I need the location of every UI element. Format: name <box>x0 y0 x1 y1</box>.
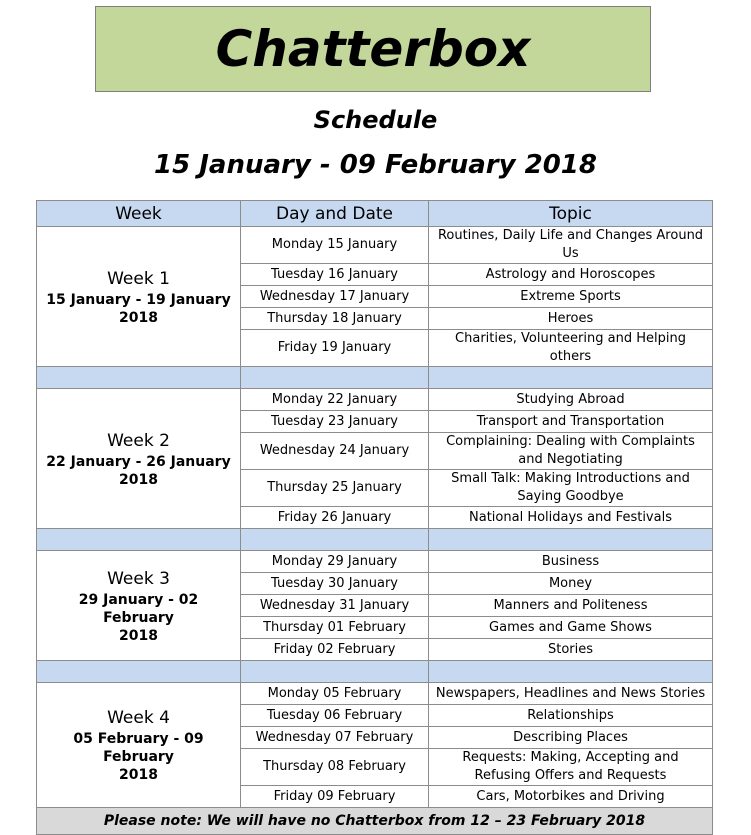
separator-cell <box>241 661 429 683</box>
separator-row <box>37 529 713 551</box>
week-range: 05 February - 09 February <box>73 731 204 765</box>
header-topic: Topic <box>429 201 713 227</box>
table-row <box>37 551 713 573</box>
day-cell: Wednesday 07 February <box>241 727 429 749</box>
separator-cell <box>241 367 429 389</box>
separator-cell <box>429 529 713 551</box>
topic-cell: Requests: Making, Accepting and Refusing Offers and Requests <box>429 749 713 786</box>
topic-cell: Stories <box>429 639 713 661</box>
day-cell: Monday 05 February <box>241 683 429 705</box>
week-cell <box>37 683 241 808</box>
topic-cell: Describing Places <box>429 727 713 749</box>
week-year: 2018 <box>119 767 158 783</box>
day-cell: Wednesday 31 January <box>241 595 429 617</box>
schedule-heading: Schedule <box>313 106 438 134</box>
date-range-heading: 15 January - 09 February 2018 <box>154 150 597 180</box>
day-cell: Monday 29 January <box>241 551 429 573</box>
separator-row <box>37 661 713 683</box>
day-cell: Tuesday 06 February <box>241 705 429 727</box>
topic-cell: Transport and Transportation <box>429 411 713 433</box>
topic-cell: Charities, Volunteering and Helping others <box>429 330 713 367</box>
header-week: Week <box>37 201 241 227</box>
day-cell: Thursday 01 February <box>241 617 429 639</box>
day-cell: Wednesday 17 January <box>241 286 429 308</box>
day-cell: Monday 15 January <box>241 227 429 264</box>
topic-cell: Games and Game Shows <box>429 617 713 639</box>
header-day-and-date: Day and Date <box>241 201 429 227</box>
day-cell: Thursday 18 January <box>241 308 429 330</box>
week-label: Week 1 <box>107 268 170 289</box>
schedule-note: Please note: We will have no Chatterbox from 12 – 23 February 2018 <box>37 808 713 835</box>
page-title: Chatterbox <box>215 20 531 78</box>
table-header-row <box>37 201 713 227</box>
topic-cell: Extreme Sports <box>429 286 713 308</box>
separator-row <box>37 367 713 389</box>
week-label: Week 4 <box>107 708 170 728</box>
day-cell: Friday 02 February <box>241 639 429 661</box>
topic-cell: Manners and Politeness <box>429 595 713 617</box>
separator-cell <box>429 661 713 683</box>
note-row <box>37 808 713 835</box>
day-cell: Friday 26 January <box>241 507 429 529</box>
day-cell: Friday 09 February <box>241 786 429 808</box>
schedule-table <box>36 200 713 835</box>
day-cell: Tuesday 23 January <box>241 411 429 433</box>
topic-cell: Astrology and Horoscopes <box>429 264 713 286</box>
week-range: 15 January - 19 January <box>46 291 231 308</box>
day-cell: Friday 19 January <box>241 330 429 367</box>
separator-cell <box>37 367 241 389</box>
topic-cell: Heroes <box>429 308 713 330</box>
day-cell: Thursday 08 February <box>241 749 429 786</box>
topic-cell: Newspapers, Headlines and News Stories <box>429 683 713 705</box>
separator-cell <box>241 529 429 551</box>
topic-cell: Money <box>429 573 713 595</box>
topic-cell: Relationships <box>429 705 713 727</box>
week-year: 2018 <box>119 309 158 326</box>
topic-cell: Routines, Daily Life and Changes Around Us <box>429 227 713 264</box>
topic-cell: National Holidays and Festivals <box>429 507 713 529</box>
week-cell <box>37 551 241 661</box>
table-row <box>37 227 713 264</box>
week-label: Week 2 <box>107 430 170 451</box>
topic-cell: Studying Abroad <box>429 389 713 411</box>
topic-cell: Cars, Motorbikes and Driving <box>429 786 713 808</box>
separator-cell <box>37 661 241 683</box>
day-cell: Monday 22 January <box>241 389 429 411</box>
week-label: Week 3 <box>107 568 170 589</box>
week-cell <box>37 227 241 367</box>
week-year: 2018 <box>119 627 158 644</box>
table-row <box>37 389 713 411</box>
week-year: 2018 <box>119 471 158 488</box>
table-row <box>37 683 713 705</box>
day-cell: Thursday 25 January <box>241 470 429 507</box>
week-range: 22 January - 26 January <box>46 453 231 470</box>
day-cell: Wednesday 24 January <box>241 433 429 470</box>
topic-cell: Small Talk: Making Introductions and Saying Goodbye <box>429 470 713 507</box>
topic-cell: Business <box>429 551 713 573</box>
topic-cell: Complaining: Dealing with Complaints and Negotiating <box>429 433 713 470</box>
day-cell: Tuesday 16 January <box>241 264 429 286</box>
title-banner <box>95 6 651 92</box>
week-range: 29 January - 02 February <box>78 591 199 626</box>
week-cell <box>37 389 241 529</box>
separator-cell <box>37 529 241 551</box>
separator-cell <box>429 367 713 389</box>
day-cell: Tuesday 30 January <box>241 573 429 595</box>
